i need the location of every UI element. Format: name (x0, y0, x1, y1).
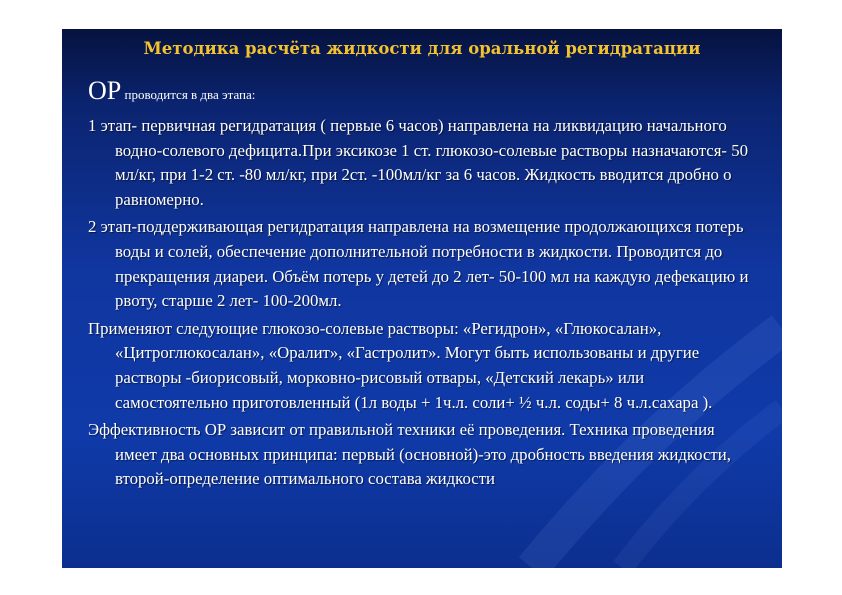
slide (62, 29, 782, 568)
intro-abbreviation: ОР (88, 76, 122, 105)
paragraph-stage-1: 1 этап- первичная регидратация ( первые 6 часов) направлена на ликвидацию начального водно-солевого дефицита.При эксикозе 1 ст. глюкозо-солевые растворы назначаются- 50 мл/кг, при 1-2 ст. -80 мл/кг, при 2ст. -100мл/кг за 6 часов. Жидкость вводится дробно о равномерно. (88, 116, 748, 209)
slide-title: Методика расчёта жидкости для оральной регидратации (143, 39, 701, 58)
intro-line (88, 76, 760, 110)
slide-body (88, 76, 760, 495)
paragraph-effectiveness: Эффективность ОР зависит от правильной техники её проведения. Техника проведения имеет два основных принципа: первый (основной)-это дробность введения жидкости, второй-определение оптимального состава жидкости (88, 420, 731, 489)
intro-text: проводится в два этапа: (121, 87, 256, 102)
paragraph-solutions: Применяют следующие глюкозо-солевые растворы: «Регидрон», «Глюкосалан», «Цитроглюкосалан», «Оралит», «Гастролит». Могут быть использованы и другие растворы -биорисовый, морковно-рисовый отвары, «Детский лекарь» или самостоятельно приготовленный (1л воды + 1ч.л. соли+ ½ ч.л. соды+ 8 ч.л.сахара ). (88, 318, 713, 412)
paragraph-stage-2: 2 этап-поддерживающая регидратация направлена на возмещение продолжающихся потерь воды и солей, обеспечение дополнительной потребности в жидкости. Проводится до прекращения диареи. Объём потерь у детей до 2 лет- 50-100 мл на каждую дефекацию и рвоту, старше 2 лет- 100-200мл. (88, 217, 749, 311)
